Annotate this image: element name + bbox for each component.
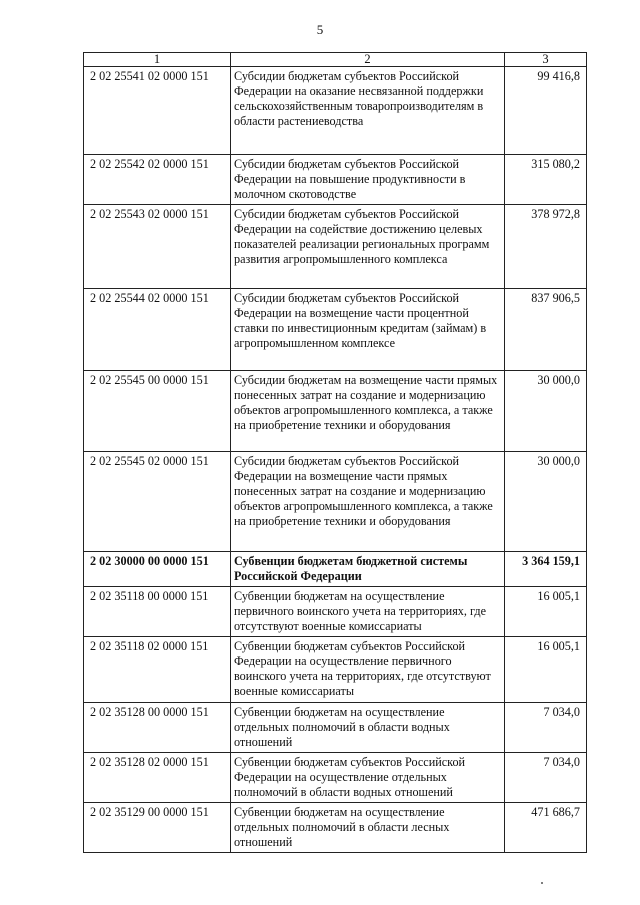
revenue-description: Субсидии бюджетам на возмещение части прямых понесенных затрат на создание и модернизацию объектов агропромышленного комплекса, а также на приобретение техники и оборудования — [231, 371, 505, 452]
budget-code: 2 02 25543 02 0000 151 — [84, 205, 231, 289]
budget-code: 2 02 35118 02 0000 151 — [84, 637, 231, 703]
column-number-1: 1 — [84, 53, 231, 67]
budget-code: 2 02 25541 02 0000 151 — [84, 67, 231, 155]
table-row — [84, 155, 587, 205]
amount-value: 30 000,0 — [505, 371, 587, 452]
budget-code: 2 02 35128 02 0000 151 — [84, 753, 231, 803]
amount-value: 378 972,8 — [505, 205, 587, 289]
revenue-description: Субсидии бюджетам субъектов Российской Федерации на оказание несвязанной поддержки сельскохозяйственным товаропроизводителям в области растениеводства — [231, 67, 505, 155]
revenue-description: Субсидии бюджетам субъектов Российской Федерации на повышение продуктивности в молочном скотоводстве — [231, 155, 505, 205]
table-row — [84, 703, 587, 753]
scan-speck — [541, 882, 543, 884]
revenue-description: Субвенции бюджетам на осуществление отдельных полномочий в области лесных отношений — [231, 803, 505, 853]
table-row — [84, 371, 587, 452]
revenue-description: Субвенции бюджетам на осуществление первичного воинского учета на территориях, где отсутствуют военные комиссариаты — [231, 587, 505, 637]
revenue-description: Субсидии бюджетам субъектов Российской Федерации на возмещение части процентной ставки по инвестиционным кредитам (займам) в агропромышленном комплексе — [231, 289, 505, 371]
table-header-row — [84, 53, 587, 67]
amount-value: 30 000,0 — [505, 452, 587, 552]
budget-code: 2 02 35118 00 0000 151 — [84, 587, 231, 637]
amount-value: 7 034,0 — [505, 703, 587, 753]
budget-code: 2 02 25542 02 0000 151 — [84, 155, 231, 205]
revenue-description: Субвенции бюджетам субъектов Российской Федерации на осуществление отдельных полномочий в области водных отношений — [231, 753, 505, 803]
amount-value: 7 034,0 — [505, 753, 587, 803]
amount-value: 837 906,5 — [505, 289, 587, 371]
table-row — [84, 587, 587, 637]
column-number-3: 3 — [505, 53, 587, 67]
table-row — [84, 205, 587, 289]
amount-value: 16 005,1 — [505, 637, 587, 703]
budget-code: 2 02 35128 00 0000 151 — [84, 703, 231, 753]
amount-value: 471 686,7 — [505, 803, 587, 853]
amount-value: 99 416,8 — [505, 67, 587, 155]
table-row-section-total — [84, 552, 587, 587]
budget-code: 2 02 25545 00 0000 151 — [84, 371, 231, 452]
table-row — [84, 67, 587, 155]
column-number-2: 2 — [231, 53, 505, 67]
revenue-description: Субсидии бюджетам субъектов Российской Федерации на содействие достижению целевых показателей реализации региональных программ развития агропромышленного комплекса — [231, 205, 505, 289]
table-row — [84, 803, 587, 853]
budget-code: 2 02 25545 02 0000 151 — [84, 452, 231, 552]
budget-code: 2 02 30000 00 0000 151 — [84, 552, 231, 587]
budget-code: 2 02 35129 00 0000 151 — [84, 803, 231, 853]
revenue-description: Субвенции бюджетам субъектов Российской Федерации на осуществление первичного воинского учета на территориях, где отсутствуют военные комиссариаты — [231, 637, 505, 703]
budget-revenue-table — [83, 52, 587, 853]
table-row — [84, 753, 587, 803]
page-number: 5 — [316, 22, 324, 37]
budget-code: 2 02 25544 02 0000 151 — [84, 289, 231, 371]
amount-value: 315 080,2 — [505, 155, 587, 205]
table-row — [84, 289, 587, 371]
revenue-description: Субвенции бюджетам на осуществление отдельных полномочий в области водных отношений — [231, 703, 505, 753]
amount-value: 16 005,1 — [505, 587, 587, 637]
table-row — [84, 637, 587, 703]
amount-value: 3 364 159,1 — [505, 552, 587, 587]
revenue-description: Субсидии бюджетам субъектов Российской Федерации на возмещение части прямых понесенных затрат на создание и модернизацию объектов агропромышленного комплекса, а также на приобретение техники и оборудования — [231, 452, 505, 552]
table-row — [84, 452, 587, 552]
revenue-description: Субвенции бюджетам бюджетной системы Российской Федерации — [231, 552, 505, 587]
